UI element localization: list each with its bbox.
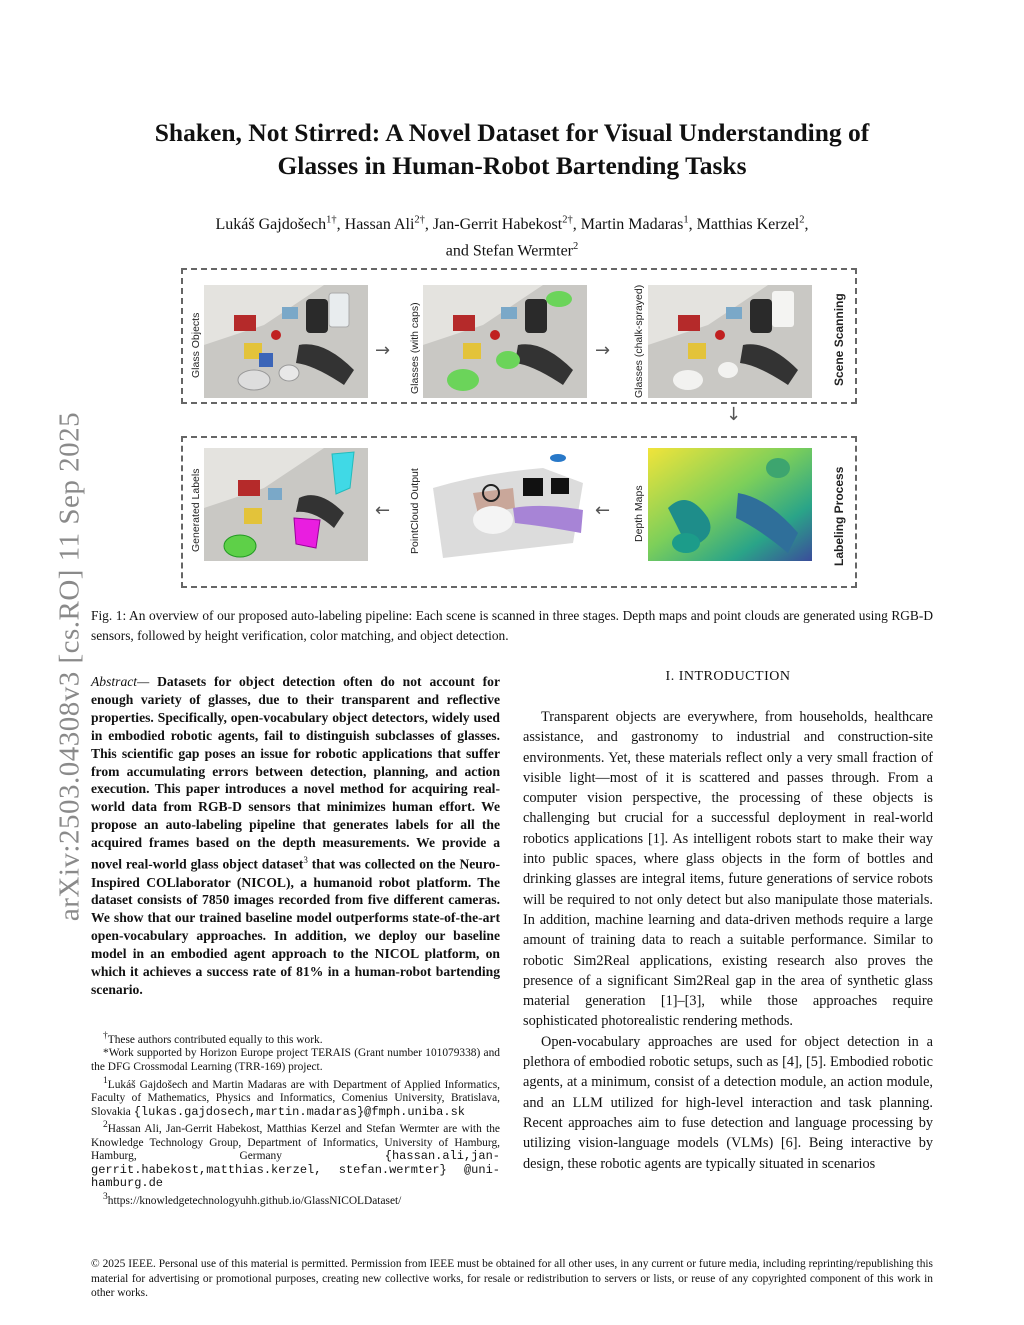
author-name: Jan-Gerrit Habekost [432, 216, 563, 234]
footnote-mark: † [103, 1031, 108, 1041]
footnote-mark: 3 [103, 1191, 108, 1202]
author-names-2: and Stefan Wermter [445, 242, 573, 260]
author-affil-mark: 2† [562, 215, 573, 226]
footnote-affiliation-2 [91, 1119, 500, 1191]
arrow-down-icon: ↓ [726, 404, 742, 425]
photo-glasses-chalk-image [648, 285, 812, 398]
abstract-text-b: that was collected on the Neuro-Inspired COLlaborator (NICOL), a humanoid robot platform. The dataset consists of 7850 images recorded from five different cameras. We show that our trained baseline model outperforms state-of-the-art open-vocabulary approaches. In addition, we deploy our baseline model in an embodied agent approach to the NICOL platform, on which it achieves a success rate of 81% in a human-robot bartending scenario. [91, 856, 500, 997]
section-heading-introduction: I. INTRODUCTION [665, 669, 791, 684]
photo-generated-labels [204, 448, 368, 561]
label-pointcloud-output: PointCloud Output [409, 468, 421, 554]
author-affil-mark: 2 [573, 241, 579, 253]
footnote-dataset-url [91, 1191, 500, 1208]
photo-pointcloud-output [423, 448, 587, 561]
dataset-url-link[interactable]: https://knowledgetechnologyuhh.github.io/GlassNICOLDataset/ [107, 1194, 402, 1207]
label-glasses-caps: Glasses (with caps) [409, 302, 421, 394]
label-scene-scanning: Scene Scanning [832, 293, 846, 386]
author-name: Hassan Ali [344, 216, 415, 234]
footnote-mark: 2 [103, 1120, 108, 1131]
photo-generated-labels-image [204, 448, 368, 561]
photo-glasses-caps-image [423, 285, 587, 398]
authors-line-2 [120, 236, 904, 262]
label-labeling-process: Labeling Process [832, 466, 846, 566]
footnote-text: Hassan Ali, Jan-Gerrit Habekost, Matthias Kerzel and Stefan Wermter are with the Knowledge Technology Group, Department of Informatics, University of Hamburg, Hamburg, Germany [91, 1122, 500, 1163]
author-affil-mark: 1 [683, 215, 689, 226]
introduction-body [523, 707, 933, 1174]
author-list [120, 210, 904, 263]
arrow-left-icon: ← [375, 500, 391, 521]
paper-title [100, 116, 924, 182]
title-line-2: Glasses in Human-Robot Bartending Tasks [277, 151, 747, 180]
label-generated-labels: Generated Labels [190, 468, 202, 552]
photo-glass-objects [204, 285, 368, 398]
intro-paragraph-2: Open-vocabulary approaches are used for object detection in a plethora of embodied robotic setups, such as [4], [5]. Embodied robotic agents, at a minimum, consist of a detection module, an action module, and an LLM utilized for high-level interaction and task planning. Recent approaches aim to fuse detection and language processing by utilizing vision-language models (VLMs) [6]. Being interactive by design, these robotic agents are typically situated in scenarios [523, 1033, 933, 1172]
photo-glasses-chalk [648, 285, 812, 398]
arrow-left-icon: ← [595, 500, 611, 521]
photo-glass-objects-image [204, 285, 368, 398]
footnote-equal-contribution [91, 1030, 500, 1047]
photo-glasses-caps [423, 285, 587, 398]
footnote-affiliation-1 [91, 1075, 500, 1120]
title-line-1: Shaken, Not Stirred: A Novel Dataset for Visual Understanding of [154, 118, 870, 147]
arrow-right-icon: → [595, 340, 611, 361]
photo-pointcloud-output-image [423, 448, 587, 561]
footnote-text: Lukáš Gajdošech and Martin Madaras are with Department of Applied Informatics, Faculty of Mathematics, Physics and Informatics, Comenius University, Bratislava, Slovakia [91, 1078, 500, 1118]
abstract-label: Abstract [91, 674, 138, 689]
authors-line-1 [120, 210, 904, 236]
figure-pipeline [181, 268, 857, 595]
label-glasses-chalk: Glasses (chalk-sprayed) [633, 284, 645, 398]
email-affiliation-1: {lukas.gajdosech,martin.madaras}@fmph.uniba.sk [133, 1104, 465, 1119]
abstract-footnote-mark: 3 [303, 855, 308, 866]
copyright-notice: © 2025 IEEE. Personal use of this material is permitted. Permission from IEEE must be obtained for all other uses, in any current or future media, including reprinting/republishing this material for advertising or promotional purposes, creating new collective works, for resale or redistribution to servers or lists, or reuse of any copyrighted component of this work in other works. [91, 1258, 933, 1299]
footnote-text: These authors contributed equally to this work. [107, 1033, 323, 1046]
author-name: Matthias Kerzel [696, 216, 800, 234]
author-names-1: Lukáš Gajdošech$^{1\dagger}$, Hassan Ali$^{2\dagger}$, Jan-Gerrit Habekost$^{2\dagger}$, Martin Madaras$^1$, Matthias Kerzel$^2$, [215, 215, 809, 234]
label-glass-objects: Glass Objects [190, 312, 202, 378]
abstract: Abstract— Datasets for object detection often do not account for enough variety of glasses, due to their transparent and reflective properties. Specifically, open-vocabulary object detectors, widely used in embodied robotic agents, fail to distinguish subclasses of glasses. This scientific gap poses an issue for robotic applications that suffer from accumulating errors between detection, planning, and action execution. This paper introduces a novel method for acquiring real-world data from RGB-D sensors that minimizes human effort. We propose an auto-labeling pipeline that generates labels for all the acquired frames based on the depth measurements. We provide a novel real-world glass object dataset$^3$ that was collected on the Neuro-Inspired COLlaborator (NICOL), a humanoid robot platform. The dataset consists of 7850 images recorded from five different cameras. We show that our trained baseline model outperforms state-of-the-art open-vocabulary approaches. In addition, we deploy our baseline model in an embodied agent approach to the NICOL platform, on which it achieves a success rate of 81% in a human-robot bartending scenario. [91, 674, 500, 997]
author-name: Lukáš Gajdošech [215, 216, 327, 234]
author-affil-mark: 1† [326, 215, 337, 226]
figure-caption: Fig. 1: An overview of our proposed auto-labeling pipeline: Each scene is scanned in three stages. Depth maps and point clouds are generated using RGB-D sensors, followed by height verification, color matching, and object detection. [91, 608, 933, 643]
email-affiliation-2: {hassan.ali,jan-gerrit.habekost,matthias.kerzel, stefan.wermter} @uni-hamburg.de [91, 1149, 500, 1191]
author-affil-mark: 2 [799, 215, 805, 226]
author-affil-mark: 2† [414, 215, 425, 226]
label-depth-maps: Depth Maps [633, 485, 645, 542]
photo-depth-maps-image [648, 448, 812, 561]
intro-paragraph-1: Transparent objects are everywhere, from households, healthcare assistance, and gastronomy to industrial and construction-site environments. Yet, these materials reflect only a very small fraction of visible light—most of it is scattered and passes through. From a computer vision perspective, the processing of these objects is challenging but crucial for a successful deployment in real-world robotics applications [1]. As intelligent robots start to make their way into public spaces, where glass objects in the form of bottles and drinking glasses are integral items, future generations of service robots will be required to not only detect but also manipulate those materials. In addition, machine learning and data-driven methods require a large amount of training data to reach a suitable performance. Similar to robotic Sim2Real applications, existing research also proves the presence of a significant Sim2Real gap in the area of synthetic glass material generation [1]–[3], while those approaches require sophisticated photorealistic rendering methods. [523, 709, 933, 1030]
footnotes [91, 1030, 500, 1208]
arxiv-identifier: arXiv:2503.04308v3 [cs.RO] 11 Sep 2025 [53, 411, 86, 922]
abstract-text-a: Datasets for object detection often do not account for enough variety of glasses, due to their transparent and reflective properties. Specifically, open-vocabulary object detectors, widely used in embodied robotic agents, fail to distinguish subclasses of glasses. This scientific gap poses an issue for robotic applications that suffer from accumulating errors between detection, planning, and action execution. This paper introduces a novel method for acquiring real-world data from RGB-D sensors that minimizes human effort. We propose an auto-labeling pipeline that generates labels for all the acquired frames based on the depth measurements. We provide a novel real-world glass object dataset [91, 674, 500, 872]
arrow-right-icon: → [375, 340, 391, 361]
photo-depth-maps [648, 448, 812, 561]
footnote-mark: 1 [103, 1075, 108, 1086]
author-name: Martin Madaras [580, 216, 684, 234]
footnote-support: *Work supported by Horizon Europe project TERAIS (Grant number 101079338) and the DFG Crossmodal Learning (TRR-169) project. [91, 1047, 500, 1073]
